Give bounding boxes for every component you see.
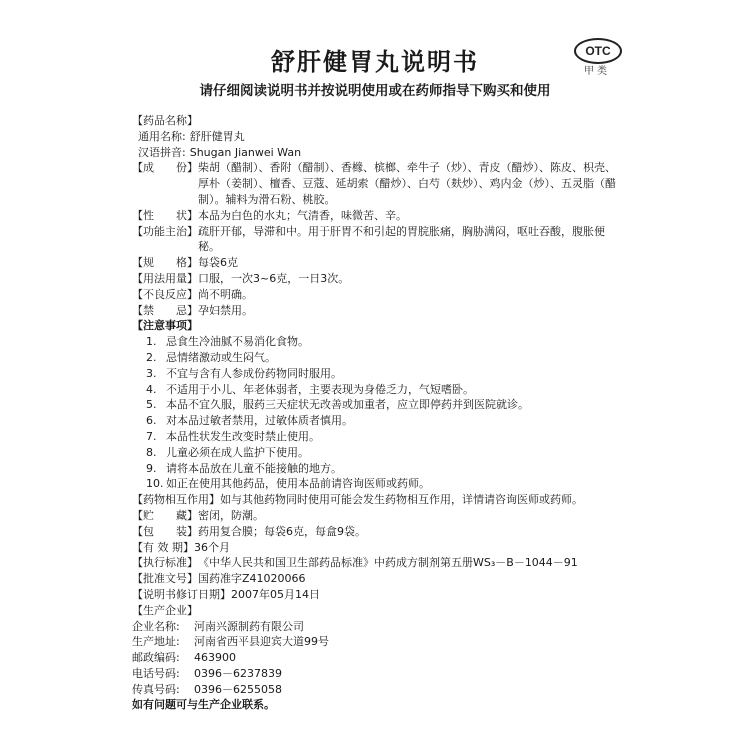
list-item-number: 8. <box>146 445 157 459</box>
list-item-number: 7. <box>146 429 157 443</box>
ingredients-row <box>132 160 624 207</box>
pinyin-value: Shugan Jianwei Wan <box>189 145 302 159</box>
adverse-label: 【不良反应】 <box>132 287 198 301</box>
list-item-number: 9. <box>146 461 157 475</box>
list-item-number: 10. <box>146 477 164 491</box>
dosage-value: 口服，一次3~6克，一日3次。 <box>198 271 350 285</box>
interaction-value: 如与其他药物同时使用可能会发生药物相互作用，详情请咨询医师或药师。 <box>220 493 583 507</box>
ingredients-value: 柴胡（醋制）、香附（醋制）、香橼、槟榔、牵牛子（炒）、青皮（醋炒）、陈皮、枳壳、厚朴（姜制）、檀香、豆蔻、延胡索（醋炒）、白芍（麸炒）、鸡内金（炒）、五灵脂（醋制）。辅料为滑石粉、桃胶。 <box>198 161 616 206</box>
common-name-value: 舒肝健胃丸 <box>189 129 245 143</box>
character-value: 本品为白色的水丸；气清香，味微苦、辛。 <box>198 208 407 222</box>
package-label: 【包 装】 <box>132 524 198 538</box>
standard-label: 【执行标准】 <box>132 556 198 570</box>
indications-label: 【功能主治】 <box>132 224 198 238</box>
otc-class-label: 甲类 <box>584 66 610 77</box>
character-row <box>132 208 624 224</box>
list-item-text: 不宜与含有人参成份药物同时服用。 <box>166 366 342 380</box>
contra-row <box>132 303 624 319</box>
list-item <box>132 366 624 382</box>
precautions-header-row <box>132 318 624 334</box>
footer-row <box>132 697 624 713</box>
drug-name-section <box>132 113 624 129</box>
manufacturer-header-row <box>132 603 624 619</box>
list-item-text: 如正在使用其他药品，使用本品前请咨询医师或药师。 <box>166 477 430 491</box>
list-item <box>132 413 624 429</box>
spec-row <box>132 255 624 271</box>
address-row <box>132 634 624 650</box>
approval-label: 【批准文号】 <box>132 572 198 586</box>
indications-value: 疏肝开郁，导滞和中。用于肝胃不和引起的胃脘胀痛，胸胁满闷，呕吐吞酸，腹胀便秘。 <box>198 224 605 254</box>
standard-row <box>132 555 624 571</box>
spec-label: 【规 格】 <box>132 256 198 270</box>
character-label: 【性 状】 <box>132 208 198 222</box>
list-item <box>132 476 624 492</box>
storage-value: 密闭，防潮。 <box>198 508 264 522</box>
package-value: 药用复合膜；每袋6克，每盒9袋。 <box>198 524 366 538</box>
revision-label: 【说明书修订日期】 <box>132 587 231 601</box>
phone-row <box>132 666 624 682</box>
list-item-number: 3. <box>146 366 157 380</box>
list-item <box>132 334 624 350</box>
interaction-label: 【药物相互作用】 <box>132 493 220 507</box>
list-item-number: 1. <box>146 335 157 349</box>
dosage-row <box>132 271 624 287</box>
company-value: 河南兴源制药有限公司 <box>194 619 304 633</box>
list-item <box>132 461 624 477</box>
revision-value: 2007年05月14日 <box>231 587 320 601</box>
pinyin-row <box>132 145 624 161</box>
address-value: 河南省西平县迎宾大道99号 <box>194 635 329 649</box>
precautions-list <box>132 334 624 492</box>
address-label: 生产地址: <box>132 635 180 649</box>
company-label: 企业名称: <box>132 619 180 633</box>
validity-value: 36个月 <box>194 540 230 554</box>
list-item-text: 本品不宜久服，服药三天症状无改善或加重者，应立即停药并到医院就诊。 <box>166 398 529 412</box>
list-item <box>132 382 624 398</box>
common-name-label: 通用名称: <box>138 129 186 143</box>
list-item-text: 本品性状发生改变时禁止使用。 <box>166 429 320 443</box>
list-item-number: 2. <box>146 350 157 364</box>
standard-value: 《中华人民共和国卫生部药品标准》中药成方制剂第五册WS₃－B－1044－91 <box>198 556 578 570</box>
dosage-label: 【用法用量】 <box>132 271 198 285</box>
list-item <box>132 350 624 366</box>
common-name-row <box>132 129 624 145</box>
approval-value: 国药准字Z41020066 <box>198 572 306 586</box>
adverse-row <box>132 287 624 303</box>
spec-value: 每袋6克 <box>198 256 238 270</box>
contra-label: 【禁 忌】 <box>132 303 198 317</box>
list-item <box>132 429 624 445</box>
list-item-text: 请将本品放在儿童不能接触的地方。 <box>166 461 342 475</box>
revision-row <box>132 587 624 603</box>
company-row <box>132 619 624 635</box>
list-item-number: 5. <box>146 398 157 412</box>
pinyin-label: 汉语拼音: <box>138 145 186 159</box>
precautions-label: 【注意事项】 <box>132 319 198 333</box>
list-item-text: 忌食生冷油腻不易消化食物。 <box>166 335 309 349</box>
postal-row <box>132 650 624 666</box>
fax-row <box>132 682 624 698</box>
document-title: 舒肝健胃丸说明书 <box>271 48 479 76</box>
validity-row <box>132 540 624 556</box>
document-subtitle: 请仔细阅读说明书并按说明使用或在药师指导下购买和使用 <box>199 83 551 99</box>
list-item-number: 6. <box>146 414 157 428</box>
fax-label: 传真号码: <box>132 682 180 696</box>
list-item <box>132 397 624 413</box>
adverse-value: 尚不明确。 <box>198 287 253 301</box>
list-item-text: 对本品过敏者禁用，过敏体质者慎用。 <box>166 414 353 428</box>
list-item-text: 忌情绪激动或生闷气。 <box>166 350 276 364</box>
footer-note: 如有问题可与生产企业联系。 <box>132 698 275 712</box>
postal-value: 463900 <box>194 651 236 665</box>
phone-label: 电话号码: <box>132 666 180 680</box>
validity-label: 【有 效 期】 <box>132 540 194 554</box>
list-item-number: 4. <box>146 382 157 396</box>
storage-row <box>132 508 624 524</box>
drug-name-header: 【药品名称】 <box>132 114 198 127</box>
manufacturer-header: 【生产企业】 <box>132 603 198 617</box>
approval-row <box>132 571 624 587</box>
postal-label: 邮政编码: <box>132 651 180 665</box>
manufacturer-details <box>132 619 624 698</box>
list-item-text: 儿童必须在成人监护下使用。 <box>166 445 309 459</box>
interaction-row <box>132 492 624 508</box>
fax-value: 0396－6255058 <box>194 682 282 696</box>
list-item <box>132 445 624 461</box>
ingredients-label: 【成 份】 <box>132 161 198 175</box>
list-item-text: 不适用于小儿、年老体弱者，主要表现为身倦乏力，气短嗜卧。 <box>166 382 474 396</box>
contra-value: 孕妇禁用。 <box>198 303 253 317</box>
package-row <box>132 524 624 540</box>
otc-badge: OTC <box>574 38 622 64</box>
indications-row <box>132 224 624 256</box>
storage-label: 【贮 藏】 <box>132 508 198 522</box>
instruction-body <box>132 113 624 713</box>
phone-value: 0396－6237839 <box>194 666 282 680</box>
